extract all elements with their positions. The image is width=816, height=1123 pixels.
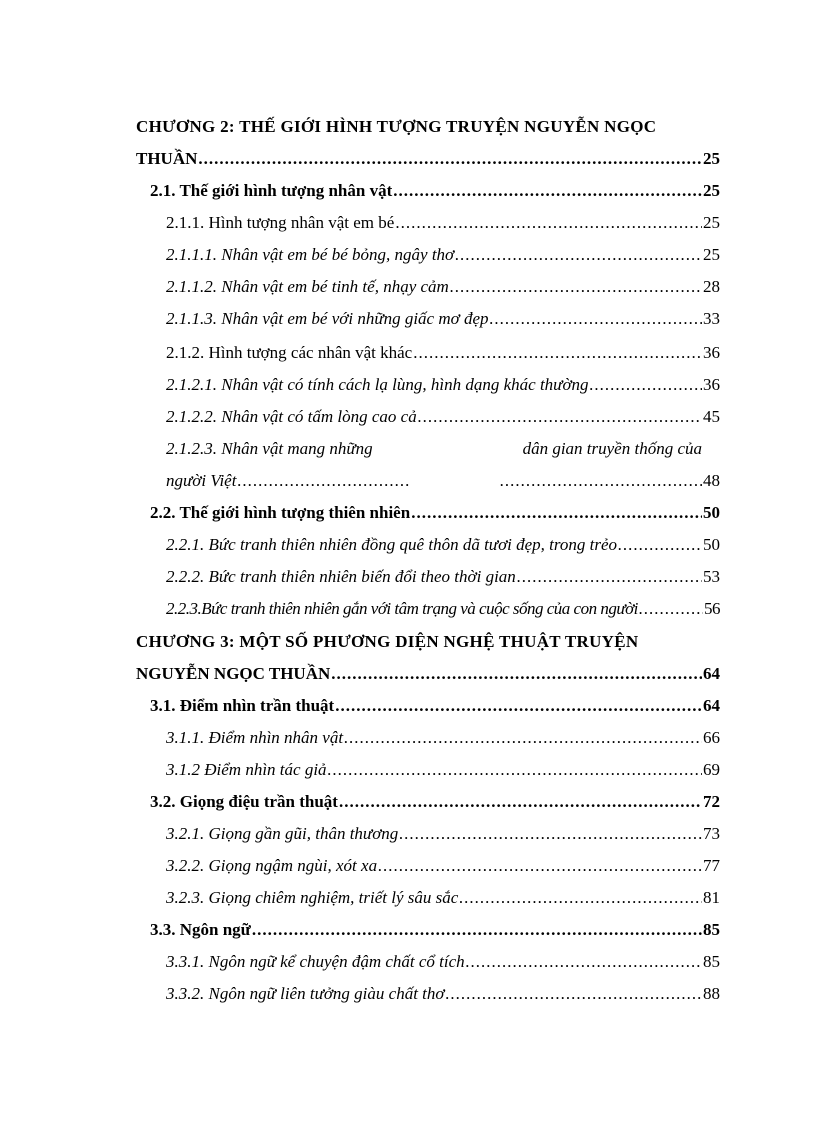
toc-entry-label: 3.2.2. Giọng ngậm ngùi, xót xa bbox=[166, 856, 378, 875]
chapter-3-title-cont[interactable] bbox=[136, 658, 720, 690]
toc-entry-label: 2.1.1.1. Nhân vật em bé bé bỏng, ngây thơ bbox=[166, 245, 455, 264]
dot-leader bbox=[618, 529, 702, 561]
page-number: 66 bbox=[703, 728, 720, 747]
toc-entry-2-1-1[interactable] bbox=[166, 207, 720, 239]
toc-entry-label: 2.2.1. Bức tranh thiên nhiên đồng quê thôn dã tươi đẹp, trong trẻo bbox=[166, 535, 617, 554]
toc-entry-label: 2.2.3.Bức tranh thiên nhiên gắn với tâm trạng và cuộc sống của con người bbox=[166, 599, 638, 618]
toc-entry-label: 3.3.1. Ngôn ngữ kể chuyện đậm chất cổ tích bbox=[166, 952, 465, 971]
page-number: 72 bbox=[703, 792, 720, 811]
page-number: 36 bbox=[703, 375, 720, 394]
dot-leader bbox=[466, 946, 702, 978]
toc-entry-label: 2.1. Thế giới hình tượng nhân vật bbox=[150, 181, 393, 200]
page-number: 53 bbox=[703, 567, 720, 586]
toc-entry-label: 2.1.2.2. Nhân vật có tấm lòng cao cả bbox=[166, 407, 417, 426]
chapter-2-title-line2: THUẦN bbox=[136, 149, 198, 168]
toc-entry-label: 2.1.1. Hình tượng nhân vật em bé bbox=[166, 213, 395, 232]
dot-leader bbox=[395, 207, 702, 239]
dot-leader bbox=[590, 369, 702, 401]
toc-entry-3-2-2[interactable] bbox=[166, 850, 720, 882]
page-number: 73 bbox=[703, 824, 720, 843]
page-number: 45 bbox=[703, 407, 720, 426]
dot-leader bbox=[378, 850, 702, 882]
toc-entry-label: 3.2.1. Giọng gần gũi, thân thương bbox=[166, 824, 399, 843]
obscured-region bbox=[410, 432, 500, 498]
toc-entry-3-2-3[interactable] bbox=[166, 882, 720, 914]
chapter-2-title: CHƯƠNG 2: THẾ GIỚI HÌNH TƯỢNG TRUYỆN NGUYỄN NGỌC bbox=[136, 117, 657, 136]
dot-leader bbox=[418, 401, 702, 433]
toc-entry-label-part3: người Việt bbox=[166, 471, 237, 490]
chapter-2-title-cont[interactable] bbox=[136, 143, 720, 175]
toc-entry-2-2-1[interactable] bbox=[166, 529, 720, 561]
toc-entry-2-1-1-2[interactable] bbox=[166, 271, 720, 303]
toc-entry-label: 3.1.1. Điểm nhìn nhân vật bbox=[166, 728, 344, 747]
dot-leader bbox=[450, 271, 702, 303]
page-number: 85 bbox=[703, 952, 720, 971]
dot-leader bbox=[252, 914, 702, 946]
toc-entry-3-2-1[interactable] bbox=[166, 818, 720, 850]
toc-entry-2-2[interactable] bbox=[150, 497, 720, 529]
dot-leader bbox=[445, 978, 702, 1010]
toc-entry-2-1[interactable] bbox=[150, 175, 720, 207]
page-number: 64 bbox=[703, 664, 720, 683]
dot-leader bbox=[399, 818, 702, 850]
toc-entry-2-1-2-1[interactable] bbox=[166, 369, 720, 401]
page-number: 69 bbox=[703, 760, 720, 779]
toc-entry-2-1-1-3[interactable] bbox=[166, 303, 720, 335]
page-number: 50 bbox=[703, 535, 720, 554]
page-number: 33 bbox=[703, 309, 720, 328]
dot-leader bbox=[339, 786, 702, 818]
page-number: 28 bbox=[703, 277, 720, 296]
dot-leader bbox=[393, 175, 702, 207]
toc-entry-label: 3.3.2. Ngôn ngữ liên tưởng giàu chất thơ bbox=[166, 984, 445, 1003]
toc-entry-2-2-2[interactable] bbox=[166, 561, 720, 593]
toc-entry-2-2-3[interactable] bbox=[166, 593, 720, 625]
page-number: 25 bbox=[703, 181, 720, 200]
dot-leader bbox=[328, 754, 702, 786]
page-number: 25 bbox=[703, 245, 720, 264]
dot-leader bbox=[344, 722, 702, 754]
toc-entry-label: 3.3. Ngôn ngữ bbox=[150, 920, 251, 939]
toc-entry-3-1[interactable] bbox=[150, 690, 720, 722]
toc-entry-label: 2.1.2. Hình tượng các nhân vật khác bbox=[166, 343, 413, 362]
page-number: 81 bbox=[703, 888, 720, 907]
dot-leader bbox=[411, 497, 702, 529]
toc-entry-3-3-2[interactable] bbox=[166, 978, 720, 1010]
dot-leader bbox=[459, 882, 702, 914]
toc-entry-label: 2.2.2. Bức tranh thiên nhiên biến đổi theo thời gian bbox=[166, 567, 516, 586]
dot-leader bbox=[517, 561, 702, 593]
toc-entry-label: 2.1.2.1. Nhân vật có tính cách lạ lùng, hình dạng khác thường bbox=[166, 375, 589, 394]
page-number: 50 bbox=[703, 503, 720, 522]
toc-entry-label: 3.2. Giọng điệu trần thuật bbox=[150, 792, 338, 811]
page-number: 88 bbox=[703, 984, 720, 1003]
page-number: 85 bbox=[703, 920, 720, 939]
toc-entry-3-1-2[interactable] bbox=[166, 754, 720, 786]
dot-leader bbox=[490, 303, 702, 335]
page-number: 25 bbox=[703, 213, 720, 232]
toc-entry-label-part2: dân gian truyền thống của bbox=[522, 439, 702, 458]
dot-leader bbox=[198, 143, 702, 175]
toc-entry-3-2[interactable] bbox=[150, 786, 720, 818]
dot-leader bbox=[335, 690, 702, 722]
page-number: 77 bbox=[703, 856, 720, 875]
toc-entry-label: 2.1.1.2. Nhân vật em bé tinh tế, nhạy cảm bbox=[166, 277, 449, 296]
toc-entry-3-1-1[interactable] bbox=[166, 722, 720, 754]
toc-entry-label: 3.1.2 Điểm nhìn tác giả bbox=[166, 760, 327, 779]
toc-entry-3-3-1[interactable] bbox=[166, 946, 720, 978]
toc-entry-3-3[interactable] bbox=[150, 914, 720, 946]
toc-entry-2-1-2[interactable] bbox=[166, 337, 720, 369]
toc-entry-label: 2.1.1.3. Nhân vật em bé với những giấc mơ đẹp bbox=[166, 309, 489, 328]
toc-entry-label-part1: 2.1.2.3. Nhân vật mang những bbox=[166, 439, 373, 458]
toc-entry-label: 3.2.3. Giọng chiêm nghiệm, triết lý sâu sắc bbox=[166, 888, 459, 907]
page-number: 56 bbox=[704, 599, 720, 618]
chapter-3-title-line2: NGUYỄN NGỌC THUẦN bbox=[136, 664, 331, 683]
toc-entry-label: 2.2. Thế giới hình tượng thiên nhiên bbox=[150, 503, 411, 522]
page-number: 25 bbox=[703, 149, 720, 168]
chapter-3-title: CHƯƠNG 3: MỘT SỐ PHƯƠNG DIỆN NGHỆ THUẬT TRUYỆN bbox=[136, 632, 639, 651]
page-number: 48 bbox=[703, 471, 720, 490]
toc-entry-label: 3.1. Điểm nhìn trần thuật bbox=[150, 696, 335, 715]
toc-entry-2-1-1-1[interactable] bbox=[166, 239, 720, 271]
dot-leader bbox=[455, 239, 702, 271]
toc-entry-2-1-2-2[interactable] bbox=[166, 401, 720, 433]
dot-leader bbox=[639, 593, 703, 625]
page-number: 36 bbox=[703, 343, 720, 362]
page-number: 64 bbox=[703, 696, 720, 715]
dot-leader bbox=[413, 337, 702, 369]
dot-leader bbox=[331, 658, 702, 690]
